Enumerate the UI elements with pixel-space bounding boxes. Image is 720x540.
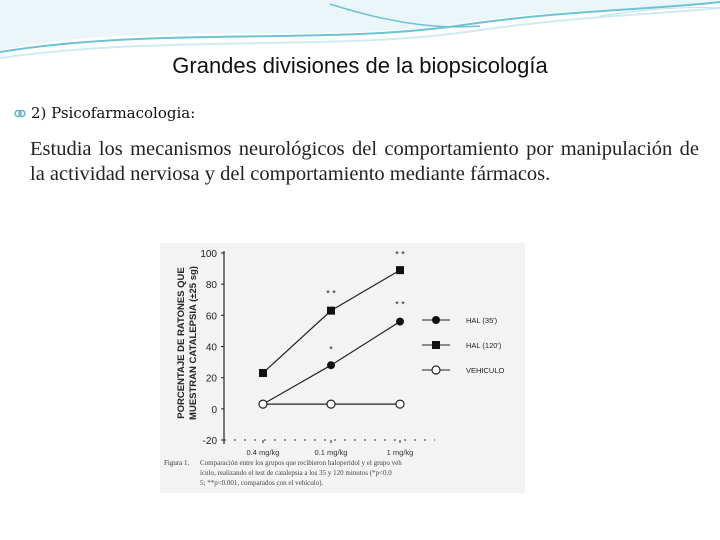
significance-marker: * * — [326, 288, 336, 299]
figure-caption-line: 5; **p<0.001, comparados con el vehículo). — [200, 479, 324, 487]
bullet-item — [14, 104, 195, 122]
significance-marker: * * — [395, 299, 405, 310]
legend-label: HAL (35') — [466, 316, 498, 325]
y-tick-label: 100 — [200, 249, 217, 260]
x-tick-label: 0.1 mg/kg — [314, 448, 348, 457]
y-tick-label: 0 — [211, 404, 217, 416]
line-chart — [160, 243, 525, 493]
series-line — [263, 270, 400, 373]
legend-label: VEHICULO — [466, 366, 505, 375]
legend-marker-square — [432, 341, 440, 349]
y-tick-label: 20 — [205, 373, 217, 385]
x-tick-label: 0.4 mg/kg — [246, 448, 280, 457]
y-tick-label: 60 — [205, 311, 217, 323]
y-tick-label: 40 — [205, 342, 217, 354]
data-point-square — [396, 266, 404, 274]
header-decoration — [0, 0, 720, 60]
y-tick-label: 80 — [205, 280, 217, 292]
figure-caption-line: ículo, realizando el test de catalepsia a los 35 y 120 minutos (*p<0.0 — [200, 469, 392, 477]
x-tick-label: 1 mg/kg — [386, 448, 414, 457]
legend-label: HAL (120') — [466, 341, 502, 350]
bullet-icon — [14, 107, 27, 120]
significance-marker: * * — [395, 249, 405, 260]
y-axis-label: PORCENTAJE DE RATONES QUEMUESTRAN CATALEPSIA (±25 sg) — [176, 266, 199, 420]
significance-marker: * — [329, 344, 333, 355]
chart-figure — [160, 243, 525, 493]
figure-caption-line: Comparación entre los grupos que recibieron haloperidol y el grupo veh — [200, 459, 402, 467]
data-point-open-circle — [327, 400, 335, 408]
legend-marker-circle — [432, 316, 440, 324]
data-point-open-circle — [396, 400, 404, 408]
bullet-label: 2) Psicofarmacologia: — [31, 104, 196, 122]
data-point-circle — [327, 361, 335, 369]
data-point-square — [259, 369, 267, 377]
legend-marker-open-circle — [432, 366, 440, 374]
slide-title: Grandes divisiones de la biopsicología — [172, 53, 548, 78]
body-paragraph: Estudia los mecanismos neurológicos del comportamiento por manipulación de la actividad nerviosa y del comportamiento mediante fármacos. — [30, 138, 699, 185]
data-point-circle — [396, 318, 404, 326]
y-tick-label: -20 — [202, 436, 217, 447]
data-point-square — [327, 307, 335, 315]
data-point-open-circle — [259, 400, 267, 408]
figure-caption-label: Figura 1. — [164, 459, 190, 467]
